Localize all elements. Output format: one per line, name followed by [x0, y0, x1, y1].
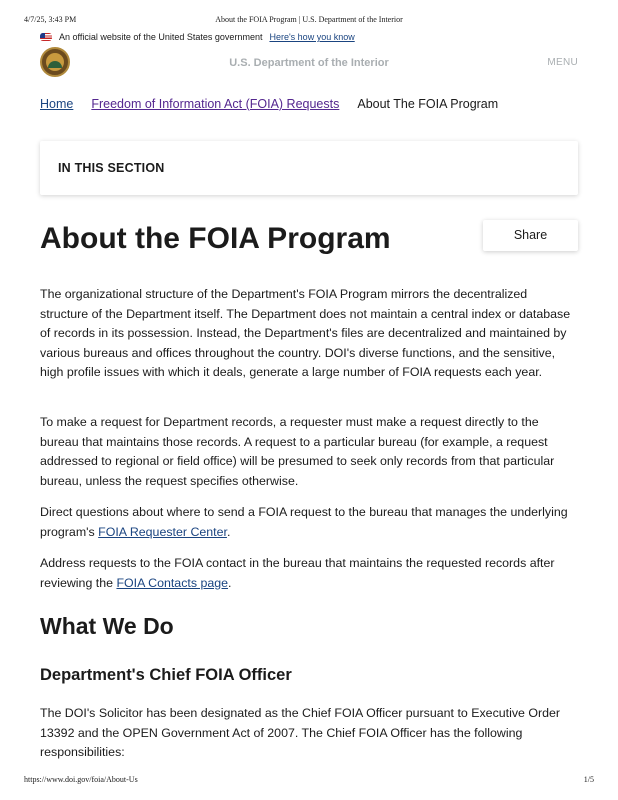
site-name[interactable]: U.S. Department of the Interior [229, 57, 389, 69]
breadcrumb-foia-link[interactable]: Freedom of Information Act (FOIA) Requests [91, 97, 340, 111]
in-this-section-panel[interactable] [40, 141, 578, 195]
foia-contacts-link[interactable]: FOIA Contacts page [116, 575, 229, 590]
breadcrumb-home-link[interactable]: Home [40, 97, 74, 111]
print-footer [24, 775, 594, 787]
page-title: About the FOIA Program [40, 222, 391, 255]
questions-paragraph: Direct questions about where to send a FOIA request to the bureau that manages the underlying program's FOIA Requester Center. [40, 505, 568, 539]
breadcrumb-current: About The FOIA Program [357, 97, 499, 111]
in-this-section-label: IN THIS SECTION [58, 161, 165, 175]
breadcrumb [40, 97, 498, 111]
print-header [24, 15, 594, 27]
share-button[interactable]: Share [483, 220, 578, 251]
print-date: 4/7/25, 3:43 PM [24, 15, 77, 24]
print-page-number: 1/5 [583, 775, 594, 784]
foia-requester-center-link[interactable]: FOIA Requester Center [98, 524, 227, 539]
us-flag-icon [40, 33, 52, 41]
what-we-do-heading: What We Do [40, 613, 174, 639]
official-site-text: An official website of the United States government [59, 32, 263, 42]
request-paragraph: To make a request for Department records, a requester must make a request directly to the bureau that maintains those records. A request to a particular bureau (for example, a request addressed to regional or field office) will be presumed to seek only records from that particular bureau, unless the request specifies otherwise. [40, 415, 555, 488]
print-url: https://www.doi.gov/foia/About-Us [24, 775, 138, 784]
intro-paragraph: The organizational structure of the Department's FOIA Program mirrors the decentralized structure of the Department itself. The Department does not maintain a central index or database of records in its possession. Instead, the Department's files are decentralized and maintained by various bureaus and offices throughout the country. DOI's diverse functions, and the sensitive, high profile issues with which it deals, generate a large number of FOIA requests each year. [40, 287, 571, 379]
gov-banner [40, 30, 355, 44]
site-header [40, 46, 578, 80]
address-paragraph: Address requests to the FOIA contact in the bureau that maintains the requested records after reviewing the FOIA Contacts page. [40, 556, 555, 590]
chief-officer-paragraph: The DOI's Solicitor has been designated as the Chief FOIA Officer pursuant to Executive Order 13392 and the OPEN Government Act of 2007. The Chief FOIA Officer has the following responsibilities: [40, 706, 561, 759]
menu-button[interactable]: MENU [547, 57, 578, 68]
chief-foia-officer-heading: Department's Chief FOIA Officer [40, 666, 292, 684]
print-title: About the FOIA Program | U.S. Department of the Interior [215, 15, 403, 24]
how-you-know-link[interactable]: Here's how you know [269, 32, 355, 42]
